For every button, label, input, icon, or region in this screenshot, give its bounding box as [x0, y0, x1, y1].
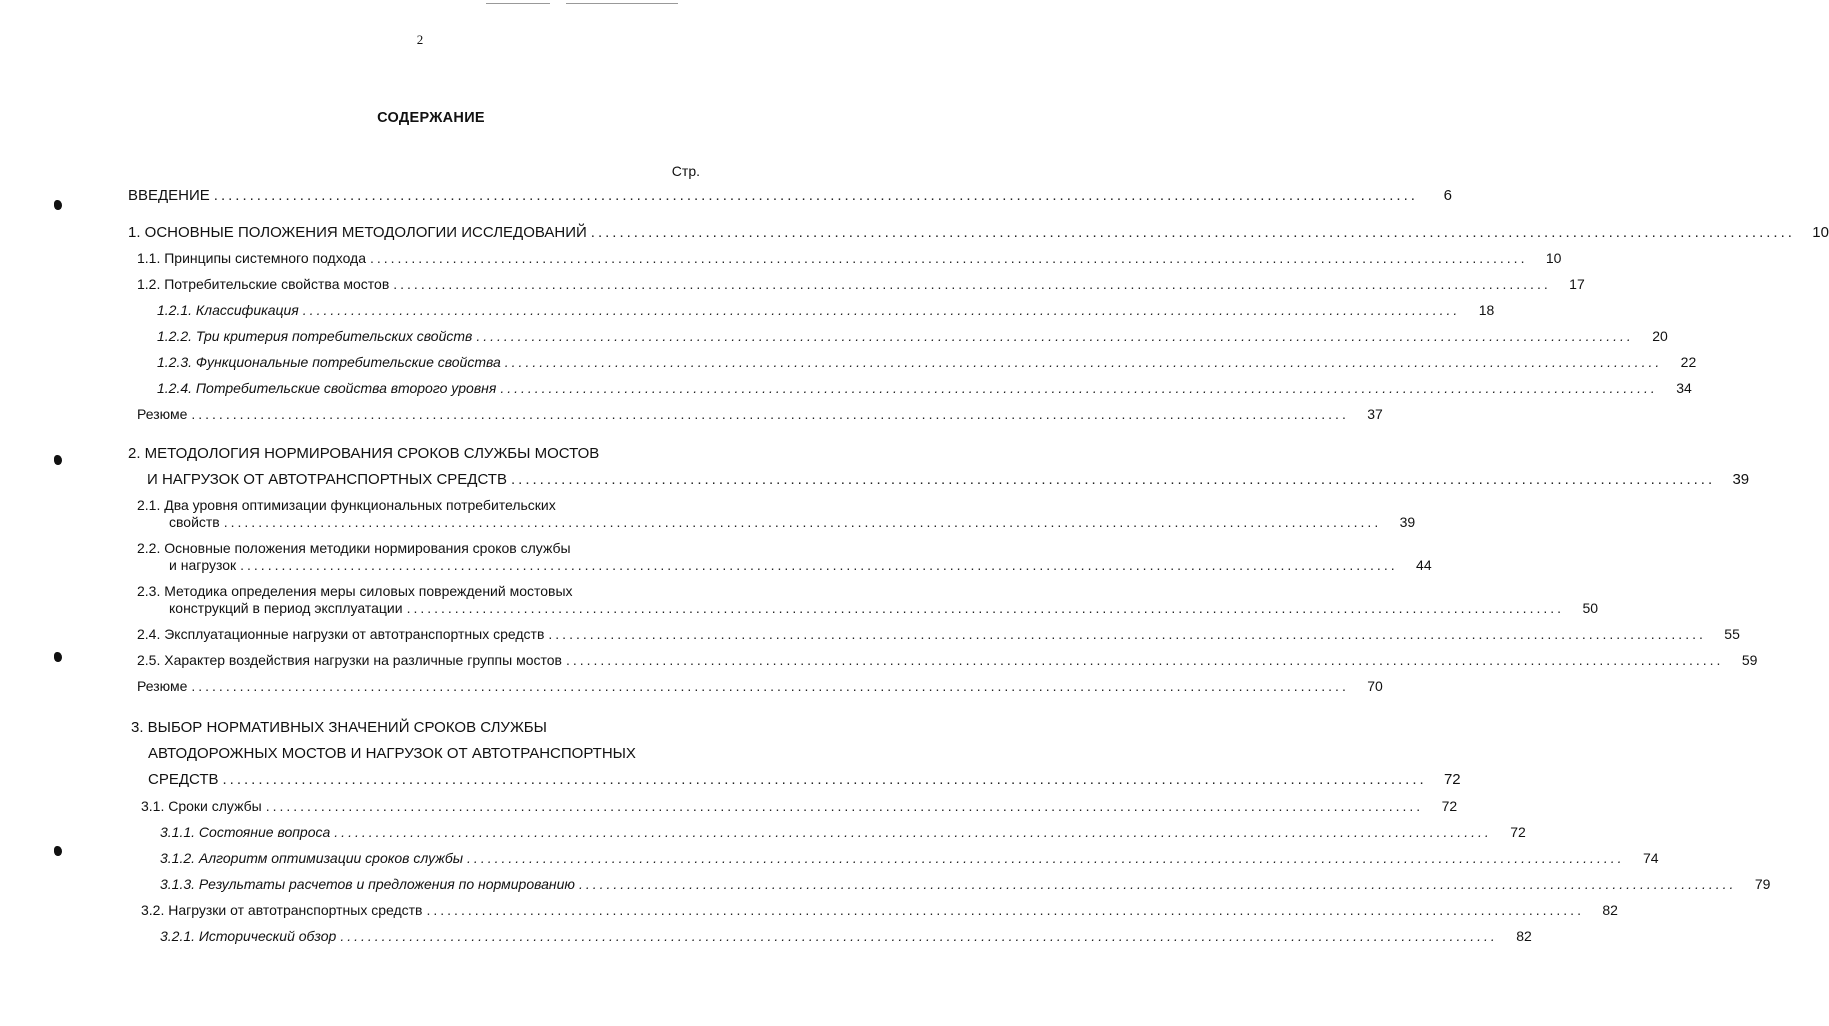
- toc-page-number: 59: [1741, 652, 1758, 668]
- toc-entry-title: 3.2.1. Исторический обзор: [160, 928, 337, 944]
- toc-entry-title: 3.1.3. Результаты расчетов и предложения по нормированию: [160, 876, 575, 892]
- toc-leader-dots: ........................................................................................................................................................................: [565, 652, 1724, 668]
- toc-entry-2-1[interactable]: [137, 497, 1416, 531]
- toc-entry-summary-2[interactable]: [137, 678, 1383, 695]
- toc-entry-title: ВВЕДЕНИЕ: [128, 187, 210, 204]
- toc-entry-2-2[interactable]: [137, 540, 1432, 574]
- toc-entry-3-1-1[interactable]: [160, 824, 1526, 841]
- toc-leader-dots: ........................................................................................................................................................................: [406, 600, 1565, 616]
- toc-entry-2-3[interactable]: [137, 583, 1599, 617]
- toc-entry-title: 2.3. Методика определения меры силовых повреждений мостовых: [137, 583, 573, 599]
- toc-entry-3-2-1[interactable]: [160, 928, 1532, 945]
- toc-page-number: 50: [1582, 600, 1599, 616]
- toc-entry-1-2[interactable]: [137, 276, 1585, 293]
- toc-leader-dots: ........................................................................................................................................................................: [223, 514, 1382, 530]
- toc-page-number: 39: [1732, 471, 1750, 488]
- toc-entry-title: 3.2. Нагрузки от автотранспортных средств: [141, 902, 423, 918]
- toc-entry-title: 1.2.1. Классификация: [157, 302, 299, 318]
- toc-page-number: 22: [1680, 354, 1697, 370]
- toc-entry-summary-1[interactable]: [137, 406, 1383, 423]
- toc-leader-dots: ........................................................................................................................................................................: [370, 250, 1528, 266]
- toc-entry-title: 2.1. Два уровня оптимизации функциональных потребительских: [137, 497, 556, 513]
- toc-leader-dots: ........................................................................................................................................................................: [504, 354, 1663, 370]
- toc-leader-dots: ........................................................................................................................................................................: [191, 678, 1349, 694]
- toc-page-number: 10: [1812, 224, 1829, 241]
- toc-entry-chapter-1[interactable]: [128, 224, 1829, 241]
- toc-leader-dots: ........................................................................................................................................................................: [222, 771, 1427, 788]
- scan-mark: [54, 455, 62, 465]
- toc-entry-1-2-4[interactable]: [157, 380, 1692, 397]
- toc-leader-dots: ........................................................................................................................................................................: [590, 224, 1795, 241]
- toc-entry-title-cont: И НАГРУЗОК ОТ АВТОТРАНСПОРТНЫХ СРЕДСТВ: [147, 471, 507, 488]
- toc-entry-title-cont: конструкций в период эксплуатации: [169, 600, 403, 616]
- toc-entry-1-2-1[interactable]: [157, 302, 1495, 319]
- toc-entry-title-cont: и нагрузок: [169, 557, 237, 573]
- toc-page-number: 82: [1516, 928, 1532, 944]
- toc-leader-dots: ........................................................................................................................................................................: [213, 187, 1418, 204]
- scan-mark: [54, 846, 62, 856]
- toc-page-number: 18: [1478, 302, 1495, 318]
- toc-entry-1-2-2[interactable]: [157, 328, 1668, 345]
- page-title: СОДЕРЖАНИЕ: [377, 110, 485, 126]
- toc-entry-title: 3.1.1. Состояние вопроса: [160, 824, 331, 840]
- toc-entry-title: 2.2. Основные положения методики нормирования сроков службы: [137, 540, 571, 556]
- page-column-label: Стр.: [671, 163, 700, 179]
- toc-entry-title: 2.4. Эксплуатационные нагрузки от автотранспортных средств: [137, 626, 545, 642]
- toc-entry-1-1[interactable]: [137, 250, 1562, 267]
- toc-entry-3-2[interactable]: [141, 902, 1618, 919]
- toc-entry-title: 2. МЕТОДОЛОГИЯ НОРМИРОВАНИЯ СРОКОВ СЛУЖБЫ МОСТОВ: [128, 445, 600, 462]
- toc-entry-title-cont: свойств: [169, 514, 220, 530]
- scan-mark: [54, 200, 62, 210]
- toc-page-number: 70: [1367, 678, 1383, 694]
- toc-page-number: 17: [1569, 276, 1585, 292]
- toc-entry-title: 3.1.2. Алгоритм оптимизации сроков службы: [160, 850, 464, 866]
- toc-entry-3-1[interactable]: [141, 798, 1458, 815]
- toc-entry-title: 3.1. Сроки службы: [141, 798, 262, 814]
- toc-entry-title: Резюме: [137, 406, 188, 422]
- toc-entry-title: 1.2.3. Функциональные потребительские свойства: [157, 354, 501, 370]
- toc-page-number: 74: [1642, 850, 1659, 866]
- scan-line: [566, 3, 678, 4]
- toc-page-number: 72: [1510, 824, 1526, 840]
- toc-page-number: 72: [1441, 798, 1458, 814]
- scan-mark: [54, 652, 62, 662]
- toc-entry-title: 2.5. Характер воздействия нагрузки на различные группы мостов: [137, 652, 562, 668]
- toc-entry-chapter-3[interactable]: [131, 719, 1461, 788]
- toc-entry-1-2-3[interactable]: [157, 354, 1697, 371]
- toc-page-number: 79: [1754, 876, 1771, 892]
- toc-leader-dots: ........................................................................................................................................................................: [426, 902, 1584, 918]
- toc-entry-3-1-2[interactable]: [160, 850, 1659, 867]
- toc-page-number: 34: [1676, 380, 1692, 396]
- toc-page-number: 6: [1443, 187, 1452, 204]
- toc-leader-dots: ........................................................................................................................................................................: [393, 276, 1551, 292]
- toc-leader-dots: ........................................................................................................................................................................: [467, 850, 1625, 866]
- toc-entry-title: 3. ВЫБОР НОРМАТИВНЫХ ЗНАЧЕНИЙ СРОКОВ СЛУЖБЫ: [131, 719, 547, 736]
- toc-entry-chapter-2[interactable]: [128, 445, 1750, 488]
- toc-entry-title-cont: АВТОДОРОЖНЫХ МОСТОВ И НАГРУЗОК ОТ АВТОТРАНСПОРТНЫХ: [148, 745, 636, 762]
- toc-entry-title: 1.2.2. Три критерия потребительских свойств: [157, 328, 473, 344]
- toc-page-number: 44: [1416, 557, 1432, 573]
- toc-entry-title-cont2: СРЕДСТВ: [148, 771, 219, 788]
- toc-leader-dots: ........................................................................................................................................................................: [548, 626, 1706, 642]
- toc-entry-introduction[interactable]: [128, 187, 1452, 204]
- toc-leader-dots: ........................................................................................................................................................................: [265, 798, 1424, 814]
- toc-page-number: 20: [1652, 328, 1668, 344]
- toc-leader-dots: ........................................................................................................................................................................: [500, 380, 1658, 396]
- toc-entry-title: 1.2. Потребительские свойства мостов: [137, 276, 390, 292]
- toc-page-number: 37: [1367, 406, 1383, 422]
- toc-page-number: 39: [1399, 514, 1416, 530]
- toc-leader-dots: ........................................................................................................................................................................: [334, 824, 1492, 840]
- scan-line: [486, 3, 550, 4]
- toc-page-number: 55: [1724, 626, 1740, 642]
- toc-leader-dots: ........................................................................................................................................................................: [302, 302, 1461, 318]
- toc-leader-dots: ........................................................................................................................................................................: [510, 471, 1716, 488]
- toc-leader-dots: ........................................................................................................................................................................: [578, 876, 1737, 892]
- page-number: 2: [416, 32, 424, 47]
- toc-entry-2-4[interactable]: [137, 626, 1740, 643]
- toc-page-number: 82: [1602, 902, 1618, 918]
- toc-entry-title: 1.1. Принципы системного подхода: [137, 250, 366, 266]
- toc-leader-dots: ........................................................................................................................................................................: [240, 557, 1398, 573]
- toc-entry-title: 1. ОСНОВНЫЕ ПОЛОЖЕНИЯ МЕТОДОЛОГИИ ИССЛЕДОВАНИЙ: [128, 224, 587, 241]
- toc-entry-2-5[interactable]: [137, 652, 1758, 669]
- toc-leader-dots: ........................................................................................................................................................................: [340, 928, 1498, 944]
- toc-page-number: 10: [1545, 250, 1562, 266]
- toc-page-number: 72: [1443, 771, 1461, 788]
- toc-leader-dots: ........................................................................................................................................................................: [191, 406, 1349, 422]
- toc-entry-title: 1.2.4. Потребительские свойства второго уровня: [157, 380, 497, 396]
- toc-entry-title: Резюме: [137, 678, 188, 694]
- toc-leader-dots: ........................................................................................................................................................................: [476, 328, 1634, 344]
- toc-entry-3-1-3[interactable]: [160, 876, 1771, 893]
